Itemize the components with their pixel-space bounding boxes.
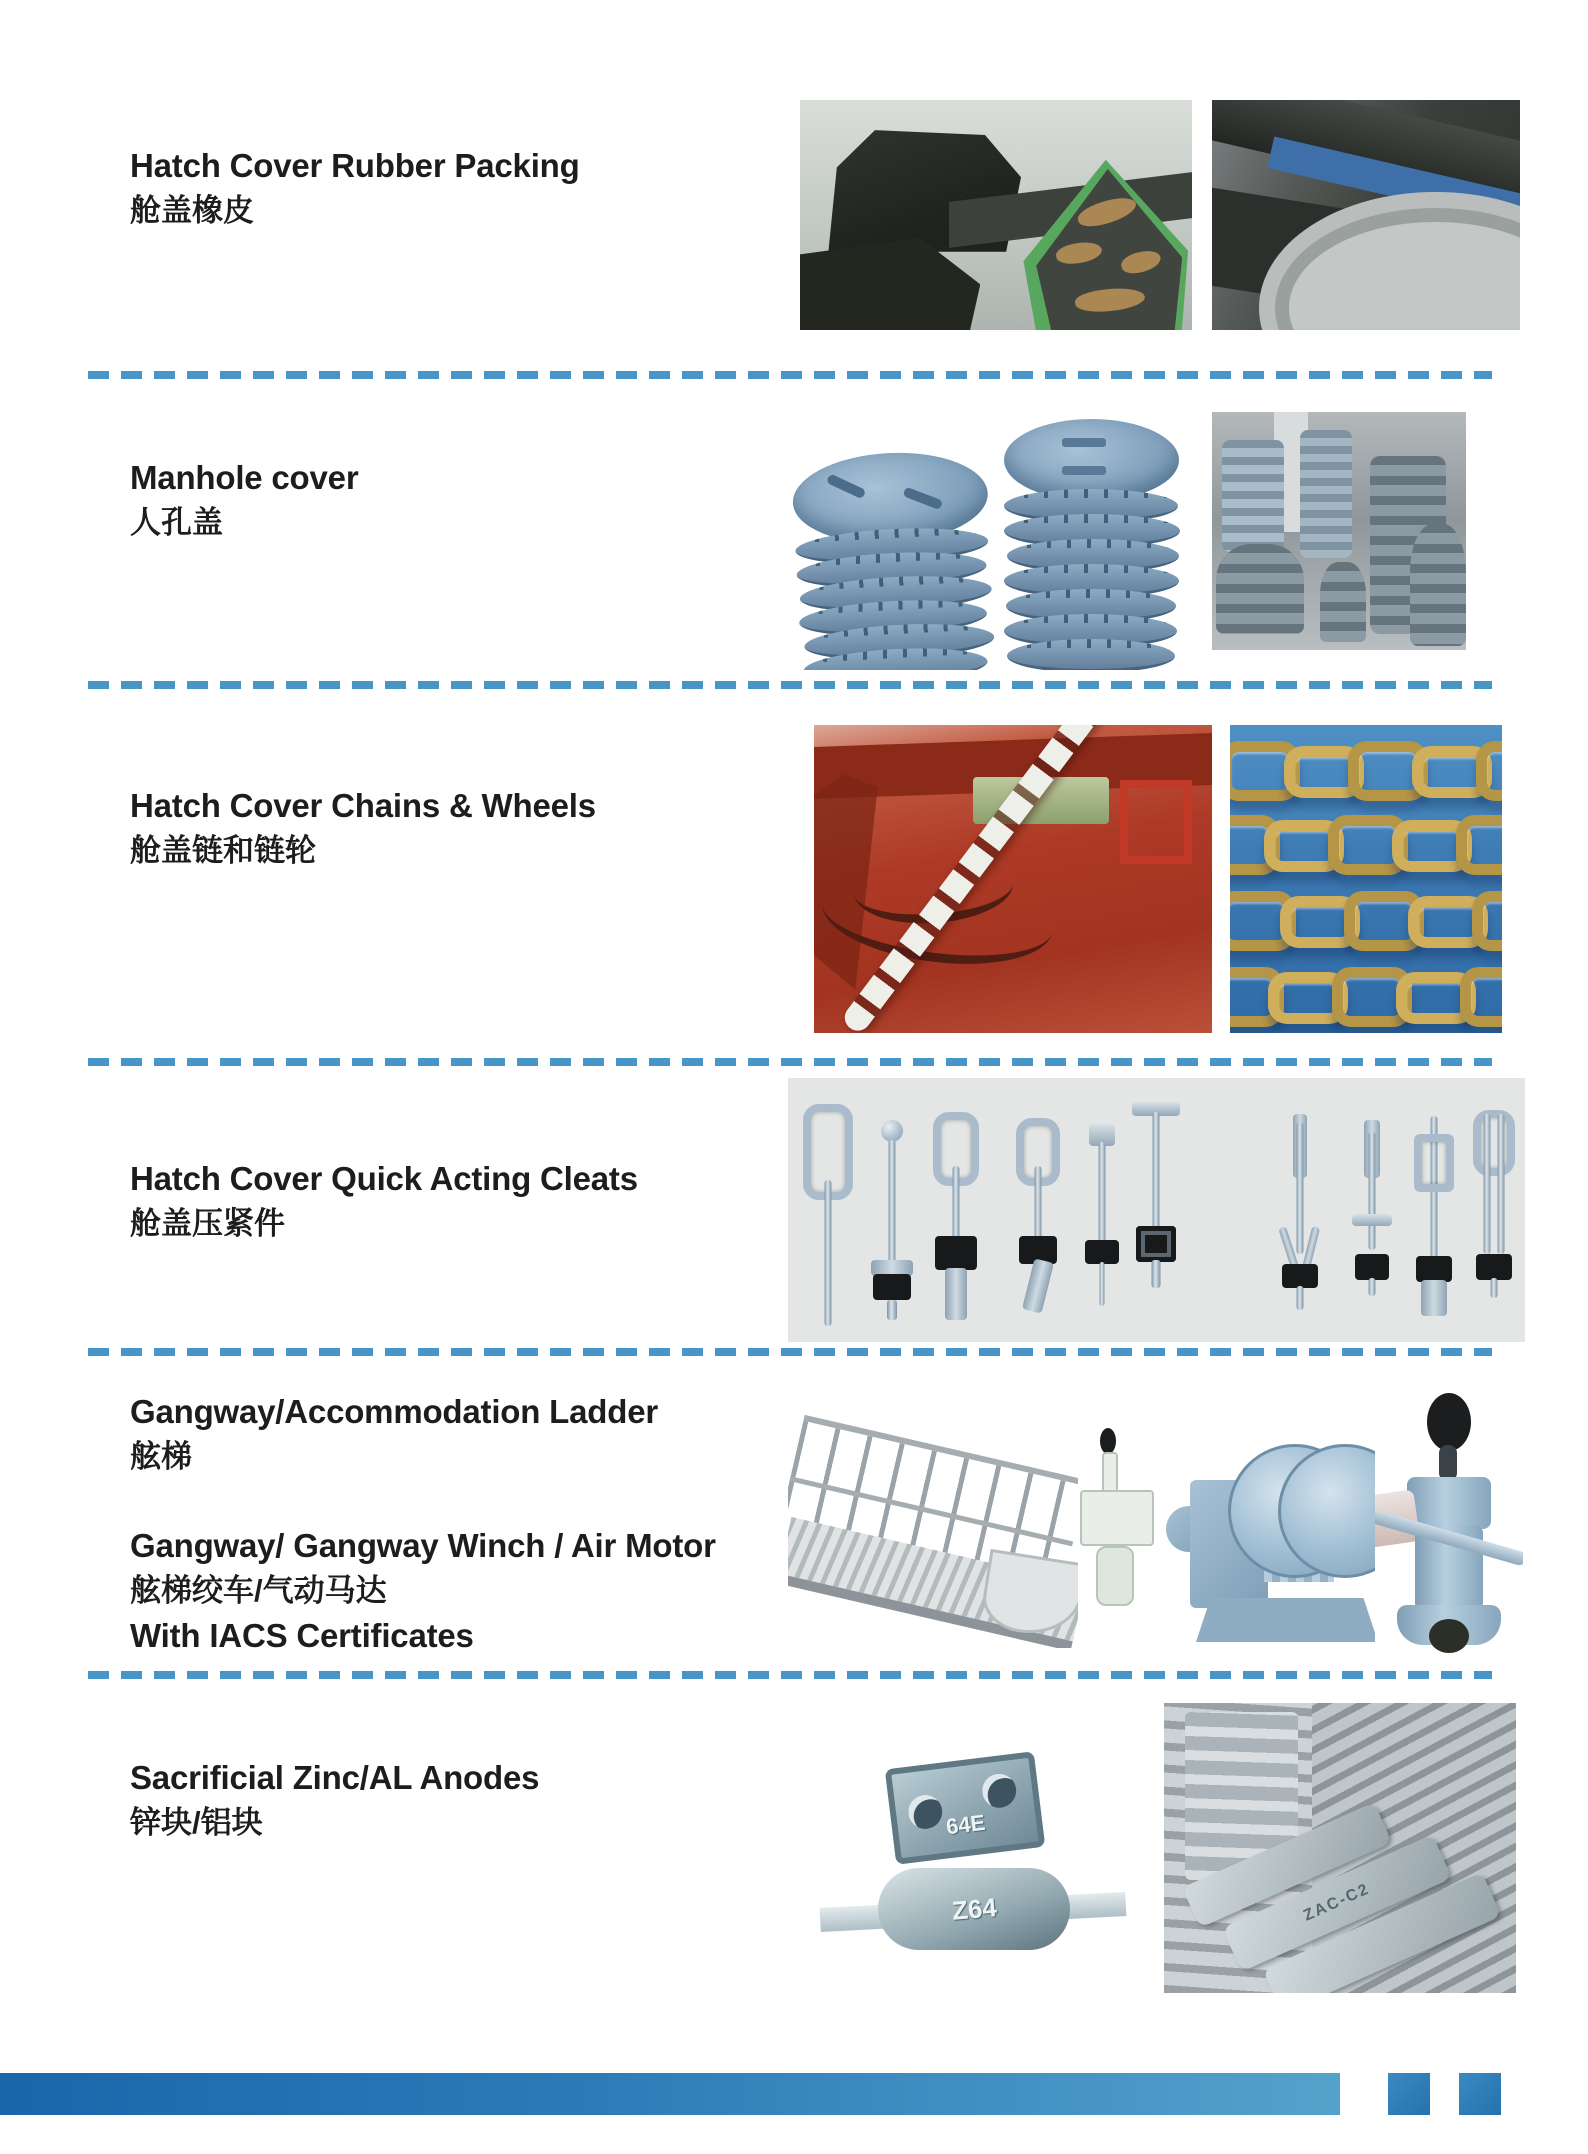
ingot-marking-label: ZAC-C2 [1301, 1880, 1373, 1925]
footer-bar [0, 2073, 1340, 2115]
section-gangway-titles [130, 1389, 658, 1479]
deck-chain-photo [814, 725, 1212, 1033]
section-title-en: Manhole cover [130, 459, 359, 496]
manhole-covers-photo [782, 405, 1197, 670]
anode-stacks-photo [1164, 1703, 1516, 1993]
section-gangway-winch-titles [130, 1523, 716, 1658]
section-title2-en: Gangway/ Gangway Winch / Air Motor [130, 1527, 716, 1564]
section-title3-en: With IACS Certificates [130, 1617, 474, 1654]
section-title-en: Hatch Cover Rubber Packing [130, 147, 580, 184]
pill-anode-icon [878, 1868, 1070, 1950]
section-title-en: Sacrificial Zinc/AL Anodes [130, 1759, 540, 1796]
chain-row-icon [1230, 815, 1502, 875]
section-separator [88, 1671, 1492, 1679]
section-title-en: Gangway/Accommodation Ladder [130, 1393, 658, 1430]
gold-chains-photo [1230, 725, 1502, 1033]
section-title-zh: 舷梯 [130, 1439, 192, 1474]
section-separator [88, 371, 1492, 379]
lever-knob-icon [1427, 1393, 1471, 1451]
section-title-en: Hatch Cover Quick Acting Cleats [130, 1160, 638, 1197]
footer-square [1388, 2073, 1430, 2115]
section-separator [88, 1058, 1492, 1066]
gangway-winch-photo [1078, 1428, 1388, 1650]
rubber-packing-photo-1 [800, 100, 1192, 330]
section-title-zh: 舱盖链和链轮 [130, 833, 316, 868]
section-rubber-packing-titles [130, 143, 580, 233]
chain-row-icon [1236, 741, 1502, 801]
control-valve-icon [1080, 1490, 1154, 1546]
pill-anode-label: Z64 [950, 1891, 998, 1926]
section-separator [88, 1348, 1492, 1356]
manhole-stack-icon [791, 448, 997, 670]
footer-square [1459, 2073, 1501, 2115]
chain-row-icon [1230, 967, 1502, 1027]
gangway-ladder-photo [788, 1400, 1078, 1648]
anode-samples-photo [820, 1752, 1132, 1964]
plate-anode-icon [885, 1751, 1046, 1865]
air-motor-photo [1375, 1393, 1523, 1655]
section-title-zh: 舱盖橡皮 [130, 193, 254, 228]
section-cleats-titles [130, 1156, 638, 1246]
plate-anode-label: 64E [944, 1809, 987, 1840]
cleats-photo-panel [788, 1078, 1525, 1342]
rubber-packing-photo-2 [1212, 100, 1520, 330]
section-anodes-titles [130, 1755, 539, 1845]
section-chains-titles [130, 783, 596, 873]
chain-row-icon [1232, 891, 1502, 951]
section-title-en: Hatch Cover Chains & Wheels [130, 787, 596, 824]
section-title-zh: 舱盖压紧件 [130, 1206, 285, 1241]
section-title2-zh: 舷梯绞车/气动马达 [130, 1573, 387, 1608]
section-separator [88, 681, 1492, 689]
section-title-zh: 锌块/铝块 [130, 1805, 263, 1840]
section-manhole-titles [130, 455, 358, 545]
section-title-zh: 人孔盖 [130, 505, 223, 540]
rubber-block-icon [800, 238, 980, 330]
manhole-warehouse-photo [1212, 412, 1466, 650]
manhole-stack-icon [1004, 419, 1179, 667]
